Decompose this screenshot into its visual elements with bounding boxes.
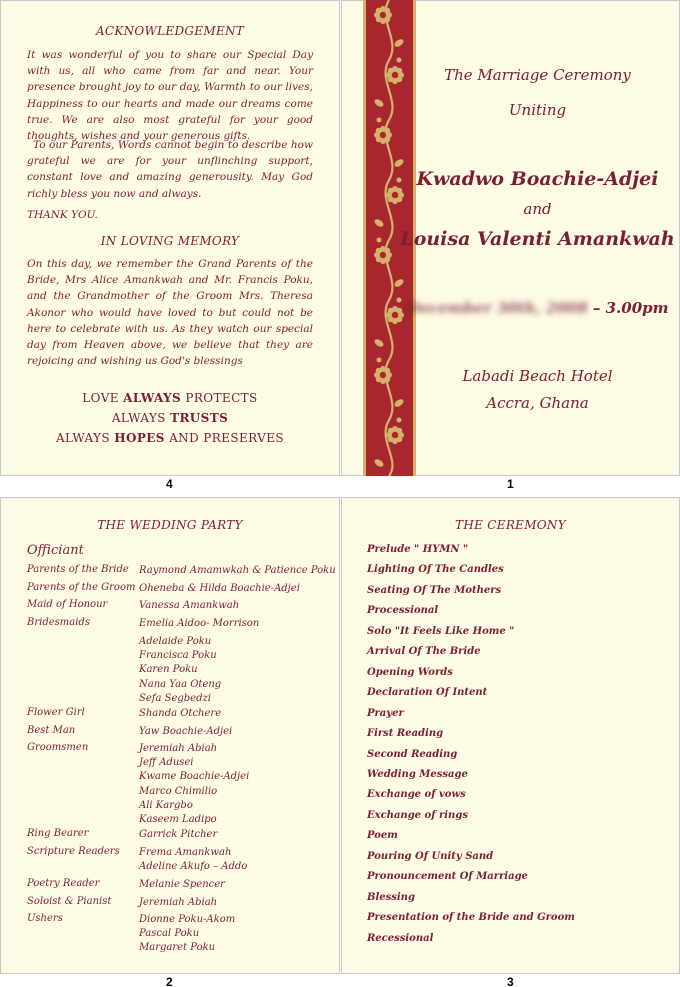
ceremony-order-item: Seating Of The Mothers — [367, 584, 502, 596]
party-member-name: Kaseem Ladipo — [139, 814, 217, 825]
party-member-name: Garrick Pitcher — [139, 829, 218, 840]
ceremony-time: – 3.00pm — [587, 299, 669, 317]
party-member-name: Frema Amankwah — [139, 847, 232, 858]
memory-text: On this day, we remember the Grand Parents of the Bride, Mrs Alice Amankwah and Mr. Francis Poku, and the Grandmother of the Groom Mrs. Theresa Akonor who would have loved to but could not be here to celebrate with us. As they watch our special day from Heaven above, we believe that they are rejoicing and wishing us God's blessings — [27, 258, 313, 368]
ceremony-order-item: Recessional — [367, 932, 434, 944]
ceremony-order-item: Wedding Message — [367, 768, 468, 780]
party-member-name: Jeremiah Abiah — [139, 743, 218, 754]
groom-name: Kwadwo Boachie-Adjei — [416, 168, 659, 190]
ceremony-order-item: Pronouncement Of Marriage — [367, 871, 528, 883]
bud-icon — [377, 358, 382, 363]
ceremony-order-item: Processional — [367, 605, 439, 617]
party-role: Best Man — [27, 725, 76, 736]
ceremony-title-heading: THE CEREMONY — [455, 518, 566, 532]
acknowledgement-heading: ACKNOWLEDGEMENT — [95, 24, 245, 38]
love-line-1: LOVE ALWAYS PROTECTS — [82, 391, 258, 405]
bud-icon — [397, 58, 402, 63]
bud-icon — [377, 238, 382, 243]
page-number-4: 4 — [166, 477, 173, 491]
party-role: Ring Bearer — [27, 828, 89, 839]
party-role: Scripture Readers — [27, 846, 120, 857]
memory-heading: IN LOVING MEMORY — [100, 234, 240, 248]
party-role: Flower Girl — [27, 707, 85, 718]
ceremony-order-item: Solo "It Feels Like Home " — [367, 625, 515, 637]
party-role: Parents of the Bride — [27, 564, 129, 575]
party-role: Ushers — [27, 913, 63, 924]
bud-icon — [377, 118, 382, 123]
ceremony-order-item: Prayer — [367, 707, 404, 719]
party-member-name: Yaw Boachie-Adjei — [139, 726, 233, 737]
officiant-label: Officiant — [27, 543, 84, 558]
party-member-name: Raymond Amamwkah & Patience Poku — [139, 565, 336, 576]
party-member-name: Melanie Spencer — [139, 879, 225, 890]
ceremony-order-item: Exchange of vows — [367, 789, 466, 801]
party-member-name: Dionne Poku-Akom — [139, 914, 236, 925]
ceremony-order-item: Pouring Of Unity Sand — [367, 850, 494, 862]
party-member-name: Emelia Aidoo- Morrison — [139, 618, 260, 629]
party-member-name: Oheneba & Hilda Boachie-Adjei — [139, 583, 300, 594]
thank-you-text: THANK YOU. — [27, 209, 98, 221]
ceremony-order-item: Poem — [367, 830, 398, 842]
ceremony-title: The Marriage Ceremony — [444, 66, 631, 84]
party-member-name: Sefa Segbedzi — [139, 692, 211, 704]
venue-city: Accra, Ghana — [486, 394, 589, 412]
page-number-1: 1 — [507, 477, 514, 491]
flower-icon — [374, 126, 392, 144]
wedding-party-title: THE WEDDING PARTY — [97, 518, 243, 532]
venue-name: Labadi Beach Hotel — [462, 367, 613, 385]
uniting-text: Uniting — [508, 101, 567, 119]
party-member-name: Pascal Poku — [139, 928, 200, 940]
ceremony-order-item: Opening Words — [367, 666, 453, 678]
party-role: Groomsmen — [27, 742, 89, 753]
party-member-name: Jeff Adusei — [139, 757, 194, 769]
bride-name: Louisa Valenti Amankwah — [400, 228, 675, 250]
ceremony-order-item: Lighting Of The Candles — [367, 564, 504, 576]
party-member-name: Jeremiah Abiah — [139, 897, 218, 908]
party-member-name: Ali Kargbo — [139, 799, 193, 811]
ceremony-order-item: Second Reading — [367, 748, 458, 760]
ceremony-order-item: Prelude " HYMN " — [367, 544, 469, 555]
page-number-3: 3 — [507, 975, 514, 987]
party-role: Poetry Reader — [27, 878, 100, 889]
page-number-2: 2 — [166, 975, 173, 987]
flower-icon — [374, 366, 392, 384]
acknowledgement-text: It was wonderful of you to share our Special Day with us, all who came from far and near. Your presence brought joy to our day, Warmth to our lives, Happiness to our hearts and made our dreams come true. We are also most grateful for your good thoughts, wishes and your generous gifts. — [27, 49, 313, 143]
bud-icon — [397, 418, 402, 423]
party-member-name: Karen Poku — [139, 664, 198, 676]
flower-icon — [386, 426, 404, 444]
party-member-name: Nana Yaa Oteng — [139, 678, 222, 690]
blurred-date: December 30th, 2008 — [406, 299, 588, 317]
ceremony-order-item: Exchange of rings — [367, 809, 468, 821]
flower-icon — [374, 246, 392, 264]
love-line-3: ALWAYS HOPES AND PRESERVES — [55, 431, 285, 445]
party-role: Soloist & Pianist — [27, 896, 112, 907]
party-member-name: Adeline Akufo – Addo — [139, 861, 248, 873]
parents-text: To our Parents, Words cannot begin to describe how grateful we are for your unflinching support, constant love and amazing generousity. May God richly bless you now and always. — [27, 139, 313, 200]
party-member-name: Francisca Poku — [139, 650, 217, 662]
ceremony-order-item: Blessing — [367, 891, 415, 903]
ceremony-order-item: Arrival Of The Bride — [367, 646, 481, 658]
party-role: Parents of the Groom — [27, 582, 136, 593]
party-member-name: Vanessa Amankwah — [139, 600, 240, 611]
party-member-name: Kwame Boachie-Adjei — [139, 771, 250, 783]
party-member-name: Margaret Poku — [139, 942, 216, 954]
love-line-2: ALWAYS TRUSTS — [111, 411, 229, 425]
party-role: Bridesmaids — [27, 617, 90, 628]
party-role: Maid of Honour — [27, 599, 108, 610]
ceremony-order-item: First Reading — [367, 728, 444, 740]
ceremony-order-item: Declaration Of Intent — [367, 687, 488, 699]
date-time-line — [395, 299, 680, 317]
flower-icon — [374, 6, 392, 24]
and-text: and — [523, 200, 552, 218]
party-member-name: Shanda Otchere — [139, 708, 222, 719]
party-member-name: Marco Chimilio — [139, 785, 218, 797]
party-member-name: Adelaide Poku — [139, 636, 212, 647]
ceremony-order-item: Presentation of the Bride and Groom — [367, 912, 575, 924]
